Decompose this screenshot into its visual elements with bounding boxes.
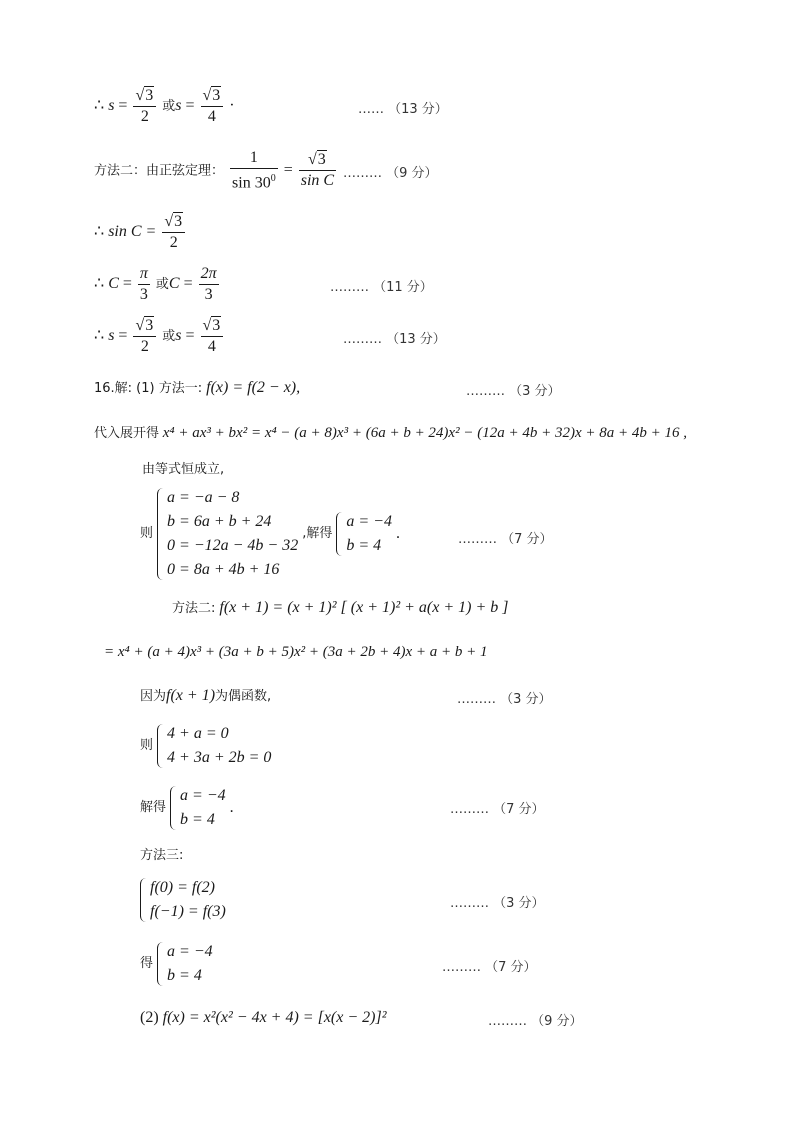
line-identity-holds: 由等式恒成立, xyxy=(142,462,225,477)
get-word: 得 xyxy=(140,956,154,971)
numerator: 1 xyxy=(230,148,278,169)
degree-mark: 0 xyxy=(270,173,276,184)
solution: b = 4 xyxy=(167,967,202,984)
score-3b: ……… （3 分） xyxy=(457,692,552,707)
equals: = xyxy=(122,275,132,293)
therefore-symbol: ∴ xyxy=(94,275,105,293)
equation-system xyxy=(157,722,271,770)
solution-system xyxy=(170,784,226,832)
var-s: s xyxy=(175,97,182,115)
equals: = xyxy=(183,275,193,293)
fraction: $\frac{√3}{\text{sin C}}$ xyxy=(300,151,335,190)
fraction xyxy=(138,264,150,305)
equation: a = −a − 8 xyxy=(167,489,240,506)
denominator: 3 xyxy=(204,286,213,303)
score-9: ……… （9 分） xyxy=(343,166,438,181)
var-c: C xyxy=(108,275,119,293)
score-7c: ……… （7 分） xyxy=(442,960,537,975)
denominator: 4 xyxy=(207,338,216,355)
equals: = xyxy=(283,161,293,179)
fraction: $\frac{√3}{2}$ xyxy=(162,212,185,253)
equation: 0 = −12a − 4b − 32 xyxy=(167,537,299,554)
numerator: 2π xyxy=(199,264,219,285)
problem-label: 16.解: (1) 方法一: xyxy=(94,381,203,396)
fraction: $\frac{√3}{4}$ xyxy=(201,316,224,357)
solution: b = 4 xyxy=(346,537,382,554)
or-word: 或 xyxy=(162,329,176,345)
or-word: 或 xyxy=(155,277,169,293)
line-shift-expanded xyxy=(104,642,488,662)
then-word: 则 xyxy=(140,526,154,541)
solve-word: 解得 xyxy=(140,800,167,815)
numerator: 3 xyxy=(212,317,221,334)
solution-system xyxy=(157,940,213,988)
then-word: 则 xyxy=(140,738,154,753)
symmetry-formula: f(x) = f(2 − x), xyxy=(206,379,301,396)
shift-expanded: = x⁴ + (a + 4)x³ + (3a + b + 5)x² + (3a + 2b + 4)x + a + b + 1 xyxy=(104,644,488,660)
line-s-result-1 xyxy=(94,86,235,127)
line-system-1 xyxy=(140,486,400,582)
fraction: $\frac{√3}{2}$ xyxy=(133,316,156,357)
period: · xyxy=(229,97,235,115)
score-13b: ……… （13 分） xyxy=(343,332,446,347)
therefore-symbol: ∴ xyxy=(94,223,105,241)
sinc-expression: sin C = xyxy=(108,223,157,241)
solution: a = −4 xyxy=(167,943,213,960)
fraction xyxy=(199,264,219,305)
score-9b: ……… （9 分） xyxy=(488,1014,583,1029)
line-c-values xyxy=(94,264,221,305)
line-solution-2 xyxy=(140,784,234,832)
fraction xyxy=(230,148,278,193)
therefore-symbol: ∴ xyxy=(94,97,105,115)
solve-word: ,解得 xyxy=(302,526,333,541)
solution-system xyxy=(336,510,392,558)
part-label: (2) xyxy=(140,1009,159,1026)
expand-label: 代入展开得 xyxy=(94,426,160,441)
score-7b: ……… （7 分） xyxy=(450,802,545,817)
denominator: sin C xyxy=(300,172,335,190)
equation: f(−1) = f(3) xyxy=(150,903,226,920)
score-7: ……… （7 分） xyxy=(458,532,553,547)
period: . xyxy=(395,525,400,542)
score-3: ……… （3 分） xyxy=(466,384,561,399)
line-s-result-2 xyxy=(94,316,225,357)
equation: 4 + 3a + 2b = 0 xyxy=(167,749,272,766)
denominator: 2 xyxy=(169,234,178,251)
numerator: 3 xyxy=(145,87,154,104)
line-solution-3 xyxy=(140,940,213,988)
var-s: s xyxy=(108,97,115,115)
score-11: ……… （11 分） xyxy=(330,280,433,295)
expanded-identity: x⁴ + ax³ + bx² = x⁴ − (a + 8)x³ + (6a + b + 24)x² − (12a + 4b + 32)x + 8a + 4b + 16 , xyxy=(162,425,687,441)
method-label: 方法二：由正弦定理： xyxy=(94,163,225,179)
numerator: 3 xyxy=(317,151,326,169)
because-word: 因为 xyxy=(140,689,167,704)
numerator: π xyxy=(138,264,150,285)
numerator: 3 xyxy=(145,317,154,334)
even-word: 为偶函数, xyxy=(215,689,272,704)
line-method-two-sine xyxy=(94,148,338,193)
line-part-two xyxy=(140,1008,387,1028)
denominator: sin 30 xyxy=(232,174,271,192)
denominator: 2 xyxy=(140,108,149,125)
period: . xyxy=(229,799,234,816)
method-label: 方法二: xyxy=(172,601,216,616)
solution: b = 4 xyxy=(180,811,215,828)
equation: 4 + a = 0 xyxy=(167,725,229,742)
solution: a = −4 xyxy=(346,513,392,530)
var-c: C xyxy=(168,275,180,293)
equation-system xyxy=(140,876,226,924)
score-13: …… （13 分） xyxy=(358,102,448,117)
score-3c: ……… （3 分） xyxy=(450,896,545,911)
line-even-function xyxy=(140,686,271,707)
var-s: s xyxy=(175,327,182,345)
line-sinc xyxy=(94,212,187,253)
equation-system xyxy=(157,486,298,582)
equals: = xyxy=(118,327,128,345)
numerator: 3 xyxy=(212,87,221,104)
denominator: 4 xyxy=(207,108,216,125)
factored-formula: f(x) = x²(x² − 4x + 4) = [x(x − 2)]² xyxy=(162,1009,387,1026)
or-word: 或 xyxy=(162,99,176,115)
equation: b = 6a + b + 24 xyxy=(167,513,272,530)
equals: = xyxy=(185,327,195,345)
equation: f(0) = f(2) xyxy=(150,879,215,896)
numerator: 3 xyxy=(174,213,183,230)
denominator: 2 xyxy=(140,338,149,355)
shifted-function: f(x + 1) xyxy=(166,687,216,704)
line-expand xyxy=(94,423,687,444)
line-system-2 xyxy=(140,722,271,770)
line-method-three: 方法三: xyxy=(140,848,184,863)
line-method-two-shift xyxy=(172,598,509,619)
var-s: s xyxy=(108,327,115,345)
equals: = xyxy=(185,97,195,115)
line-16-method-one xyxy=(94,378,300,399)
solution: a = −4 xyxy=(180,787,226,804)
fraction: $\frac{√3}{2}$ xyxy=(133,86,156,127)
line-system-3 xyxy=(140,876,226,924)
denominator: 3 xyxy=(139,286,148,303)
therefore-symbol: ∴ xyxy=(94,327,105,345)
fraction: $\frac{√3}{4}$ xyxy=(201,86,224,127)
equals: = xyxy=(118,97,128,115)
equation: 0 = 8a + 4b + 16 xyxy=(167,561,280,578)
shift-formula: f(x + 1) = (x + 1)² [ (x + 1)² + a(x + 1) + b ] xyxy=(219,599,509,616)
